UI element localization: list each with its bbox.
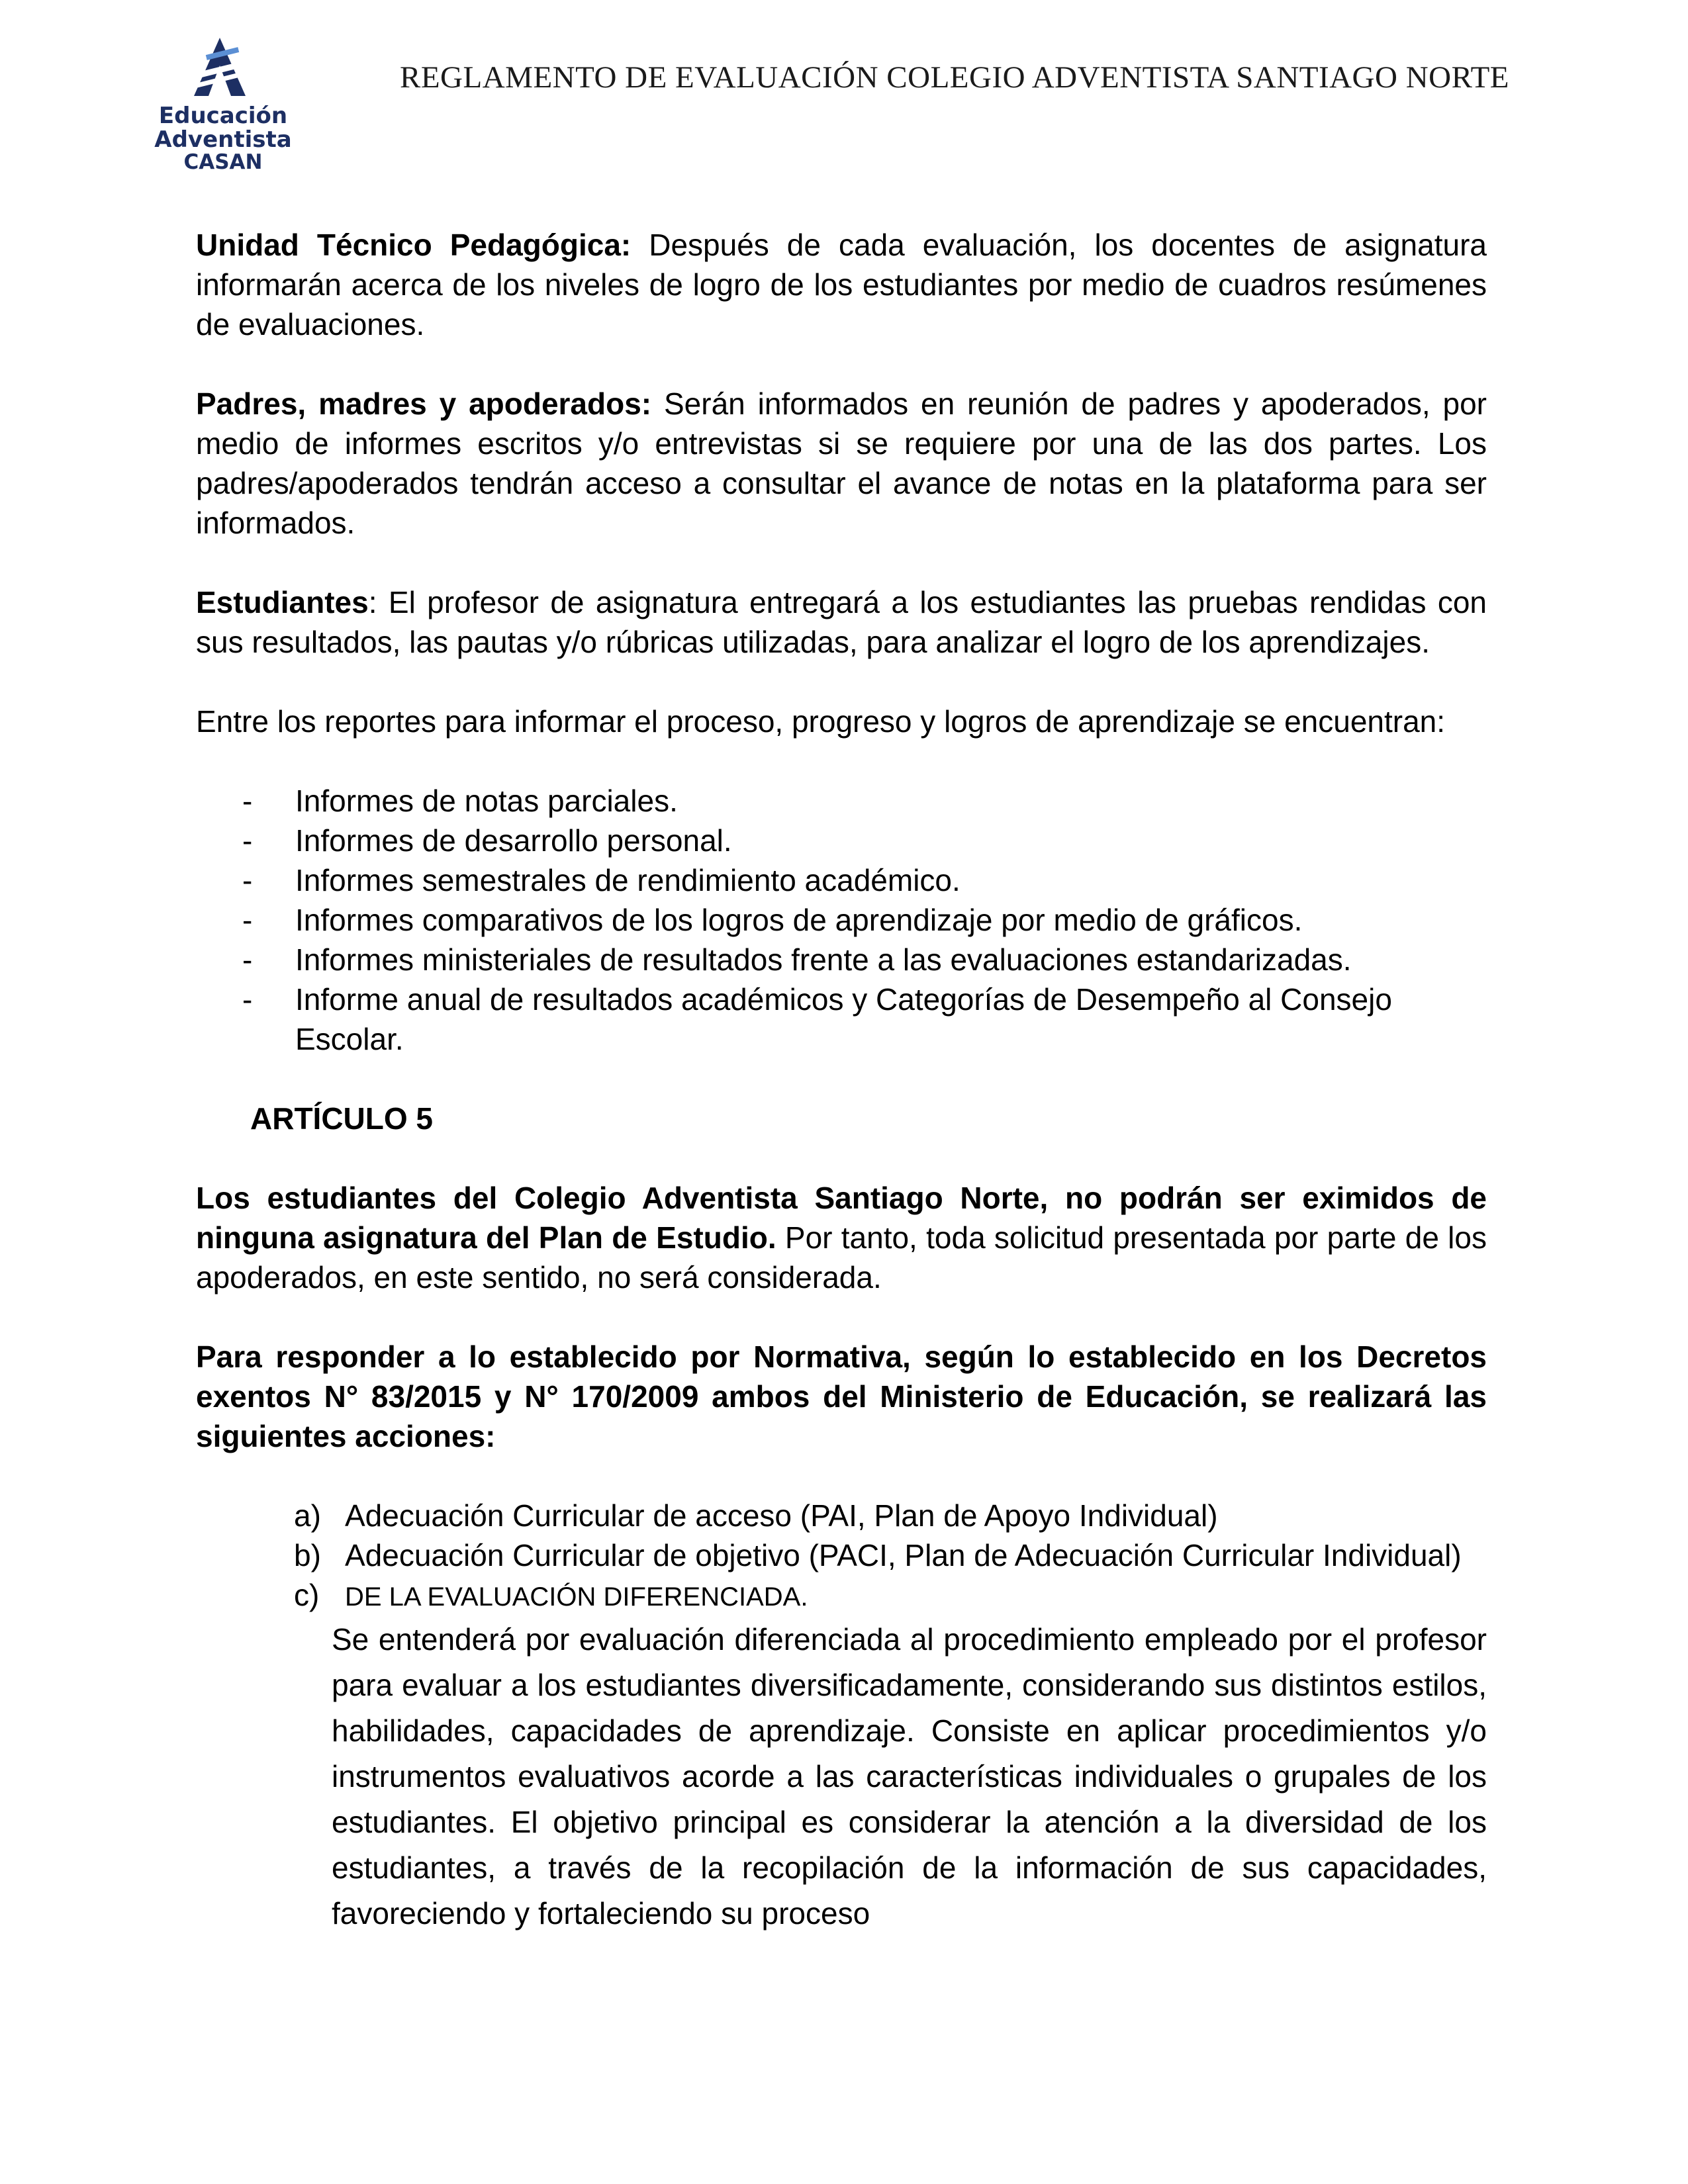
reportes-intro: Entre los reportes para informar el proceso, progreso y logros de aprendizaje se encuentran: — [196, 704, 1446, 739]
articulo-heading: ARTÍCULO 5 — [250, 1101, 433, 1136]
logo-text-line-3: CASAN — [183, 150, 263, 174]
list-item — [196, 860, 1487, 900]
list-item — [196, 781, 1487, 821]
estudiantes-label: Estudiantes — [196, 585, 369, 619]
art5-paragraph — [196, 1178, 1487, 1297]
list-item-text: DE LA EVALUACIÓN DIFERENCIADA. — [345, 1582, 808, 1612]
list-item — [196, 1575, 1487, 1617]
logo-text-line-2: Adventista — [154, 126, 292, 153]
art5-text: Por tanto, toda solicitud presentada por parte de los apoderados, en este sentido, no será considerada. — [196, 1220, 1487, 1295]
padres-label: Padres, madres y apoderados: — [196, 387, 652, 421]
list-item — [196, 979, 1487, 1059]
acciones-list — [196, 1496, 1487, 1617]
list-item — [196, 1496, 1487, 1535]
list-item — [196, 821, 1487, 860]
list-item-text: Informes comparativos de los logros de aprendizaje por medio de gráficos. — [295, 903, 1303, 937]
list-item-text: Adecuación Curricular de acceso (PAI, Plan de Apoyo Individual) — [345, 1498, 1218, 1533]
list-item-text: Informes de notas parciales. — [295, 784, 678, 818]
art5-bold-text: Los estudiantes del Colegio Adventista Santiago Norte, no podrán ser eximidos de ninguna asignatura del Plan de Estudio. — [196, 1181, 1487, 1255]
logo — [140, 36, 306, 179]
list-item-text: Adecuación Curricular de objetivo (PACI, Plan de Adecuación Curricular Individual) — [345, 1538, 1462, 1572]
document-title: REGLAMENTO DE EVALUACIÓN COLEGIO ADVENTISTA SANTIAGO NORTE — [400, 60, 1510, 95]
list-item — [196, 1535, 1487, 1575]
bullet-marker: - — [242, 784, 253, 818]
logo-text-line-1: Educación — [158, 103, 288, 129]
bullet-marker: - — [242, 942, 253, 977]
list-item-text: Informes ministeriales de resultados frente a las evaluaciones estandarizadas. — [295, 942, 1352, 977]
reportes-list — [196, 781, 1487, 1059]
list-marker: a) — [294, 1498, 321, 1533]
estudiantes-paragraph — [196, 582, 1487, 662]
list-item — [196, 940, 1487, 979]
logo-mark-icon — [190, 36, 250, 99]
normativa-text: Para responder a lo establecido por Normativa, según lo establecido en los Decretos exentos N° 83/2015 y N° 170/2009 ambos del Ministerio de Educación, se realizará las siguientes acciones: — [196, 1340, 1487, 1453]
list-item-text: Informe anual de resultados académicos y Categorías de Desempeño al Consejo Escolar. — [295, 982, 1392, 1056]
list-marker: c) — [294, 1578, 320, 1612]
bullet-marker: - — [242, 903, 253, 937]
diferenciada-paragraph: Se entenderá por evaluación diferenciada al procedimiento empleado por el profesor para evaluar a los estudiantes diversificadamente, considerando sus distintos estilos, habilidades, capacidades de aprendizaje. Consiste en aplicar procedimientos y/o instrumentos evaluativos acorde a las características individuales o grupales de los estudiantes. El objetivo principal es considerar la atención a la diversidad de los estudiantes, a través de la recopilación de la información de sus capacidades, favoreciendo y fortaleciendo su proceso — [332, 1622, 1487, 1931]
list-item-text: Informes semestrales de rendimiento académico. — [295, 863, 961, 897]
padres-paragraph — [196, 384, 1487, 543]
utp-label: Unidad Técnico Pedagógica: — [196, 228, 632, 262]
bullet-marker: - — [242, 863, 253, 897]
bullet-marker: - — [242, 823, 253, 858]
utp-text: Después de cada evaluación, los docentes de asignatura informarán acerca de los niveles de logro de los estudiantes por medio de cuadros resúmenes de evaluaciones. — [196, 228, 1487, 341]
list-marker: b) — [294, 1538, 321, 1572]
estudiantes-text: : El profesor de asignatura entregará a los estudiantes las pruebas rendidas con sus resultados, las pautas y/o rúbricas utilizadas, para analizar el logro de los aprendizajes. — [196, 585, 1487, 659]
list-item — [196, 900, 1487, 940]
document-body — [196, 225, 1487, 1936]
list-item-text: Informes de desarrollo personal. — [295, 823, 732, 858]
normativa-paragraph — [196, 1337, 1487, 1456]
utp-paragraph — [196, 225, 1487, 344]
bullet-marker: - — [242, 982, 253, 1017]
padres-text: Serán informados en reunión de padres y apoderados, por medio de informes escritos y/o entrevistas si se requiere por una de las dos partes. Los padres/apoderados tendrán acceso a consultar el avance de notas en la plataforma para ser informados. — [196, 387, 1487, 540]
